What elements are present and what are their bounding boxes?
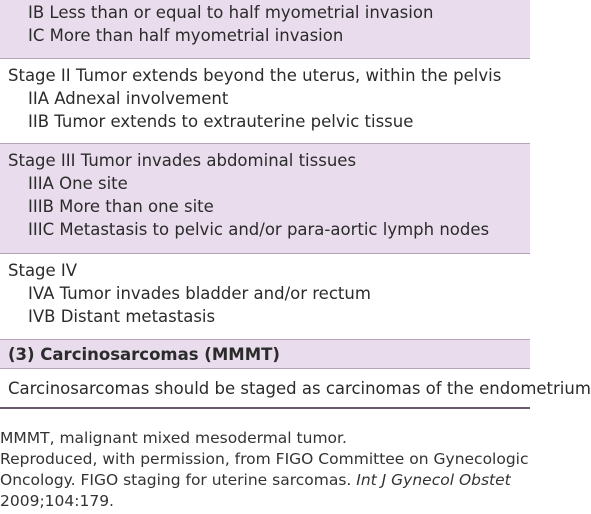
stage-iva-row: IVA Tumor invades bladder and/or rectum xyxy=(28,284,371,303)
stage-ib-row: IB Less than or equal to half myometrial invasion xyxy=(28,3,434,22)
stage-iiib-row: IIIB More than one site xyxy=(28,197,214,216)
stage-ii-block xyxy=(0,59,530,144)
stage-iiia-row: IIIA One site xyxy=(28,174,128,193)
carcinosarcomas-text: Carcinosarcomas should be staged as carcinomas of the endometrium xyxy=(8,379,591,398)
table-footnotes xyxy=(0,428,530,512)
reproduced-line-2 xyxy=(0,470,530,491)
carcinosarcomas-text-row xyxy=(0,369,591,409)
abbreviation-footnote: MMMT, malignant mixed mesodermal tumor. xyxy=(0,429,347,447)
stage-iii-heading: Stage III Tumor invades abdominal tissues xyxy=(8,151,357,170)
stage-iiic-row: IIIC Metastasis to pelvic and/or para-aortic lymph nodes xyxy=(28,220,490,239)
reproduced-line-2-text: Oncology. FIGO staging for uterine sarcomas. xyxy=(0,471,357,489)
stage-iii-block xyxy=(0,144,530,254)
stage-iv-block xyxy=(0,254,530,340)
stage-ic-row: IC More than half myometrial invasion xyxy=(28,26,344,45)
carcinosarcomas-heading-row xyxy=(0,340,530,369)
stage-ii-heading: Stage II Tumor extends beyond the uterus, within the pelvis xyxy=(8,66,502,85)
stage-iib-row: IIB Tumor extends to extrauterine pelvic tissue xyxy=(28,112,414,131)
stage-iv-heading: Stage IV xyxy=(8,261,78,280)
journal-name: Int J Gynecol Obstet xyxy=(356,471,511,489)
carcinosarcomas-heading: (3) Carcinosarcomas (MMMT) xyxy=(8,345,280,364)
stage-ivb-row: IVB Distant metastasis xyxy=(28,307,216,326)
reproduced-line-1: Reproduced, with permission, from FIGO Committee on Gynecologic xyxy=(0,450,529,468)
citation-line: 2009;104:179. xyxy=(0,492,114,510)
stage-iia-row: IIA Adnexal involvement xyxy=(28,89,229,108)
stage-i-block xyxy=(0,0,530,59)
